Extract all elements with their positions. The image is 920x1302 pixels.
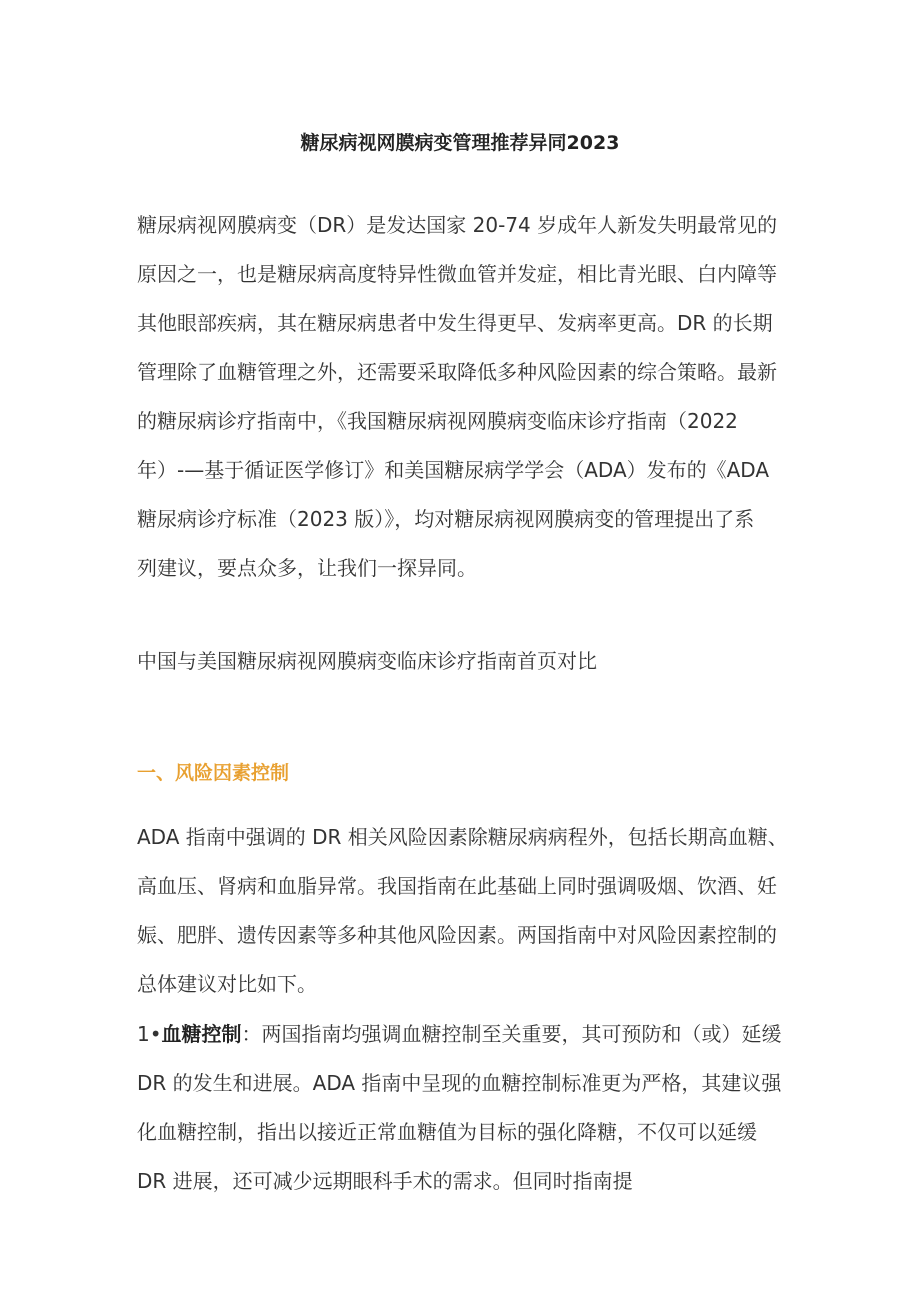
item-label: 血糖控制 xyxy=(161,1022,242,1046)
risk-line: 高血压、肾病和血脂异常。我国指南在此基础上同时强调吸烟、饮酒、妊 xyxy=(137,874,777,898)
intro-line: 管理除了血糖管理之外，还需要采取降低多种风险因素的综合策略。最新 xyxy=(137,360,777,384)
risk-factors-paragraph xyxy=(137,813,787,1009)
glucose-control-paragraph xyxy=(137,1010,787,1206)
risk-line: 娠、肥胖、遗传因素等多种其他风险因素。两国指南中对风险因素控制的 xyxy=(137,923,777,947)
intro-line: 其他眼部疾病，其在糖尿病患者中发生得更早、发病率更高。DR 的长期 xyxy=(137,311,773,335)
item-text: ：两国指南均强调血糖控制至关重要，其可预防和（或）延缓 xyxy=(241,1022,782,1046)
risk-line: ADA 指南中强调的 DR 相关风险因素除糖尿病病程外，包括长期高血糖、 xyxy=(137,825,788,849)
document-title: 糖尿病视网膜病变管理推荐异同2023 xyxy=(300,132,620,154)
section-heading-risk-factors: 一、风险因素控制 xyxy=(137,762,290,784)
risk-line: 总体建议对比如下。 xyxy=(137,972,317,996)
intro-line: 原因之一，也是糖尿病高度特异性微血管并发症，相比青光眼、白内障等 xyxy=(137,262,777,286)
figure-caption-text: 中国与美国糖尿病视网膜病变临床诊疗指南首页对比 xyxy=(137,649,597,673)
intro-line: 糖尿病诊疗标准（2023 版）》，均对糖尿病视网膜病变的管理提出了系 xyxy=(137,507,755,531)
glucose-line: DR 进展，还可减少远期眼科手术的需求。但同时指南提 xyxy=(137,1169,633,1193)
glucose-line: 化血糖控制，指出以接近正常血糖值为目标的强化降糖，不仅可以延缓 xyxy=(137,1120,757,1144)
figure-caption xyxy=(137,637,787,686)
intro-line: 的糖尿病诊疗指南中，《我国糖尿病视网膜病变临床诊疗指南（2022 xyxy=(137,409,738,433)
intro-line: 列建议，要点众多，让我们一探异同。 xyxy=(137,556,477,580)
intro-line: 糖尿病视网膜病变（DR）是发达国家 20-74 岁成年人新发失明最常见的 xyxy=(137,213,778,237)
item-number: 1• xyxy=(137,1022,162,1046)
glucose-line: DR 的发生和进展。ADA 指南中呈现的血糖控制标准更为严格，其建议强 xyxy=(137,1071,782,1095)
intro-line: 年）-—基于循证医学修订》和美国糖尿病学学会（ADA）发布的《ADA xyxy=(137,458,770,482)
glucose-first-line xyxy=(137,1010,787,1059)
intro-paragraph xyxy=(137,201,787,593)
